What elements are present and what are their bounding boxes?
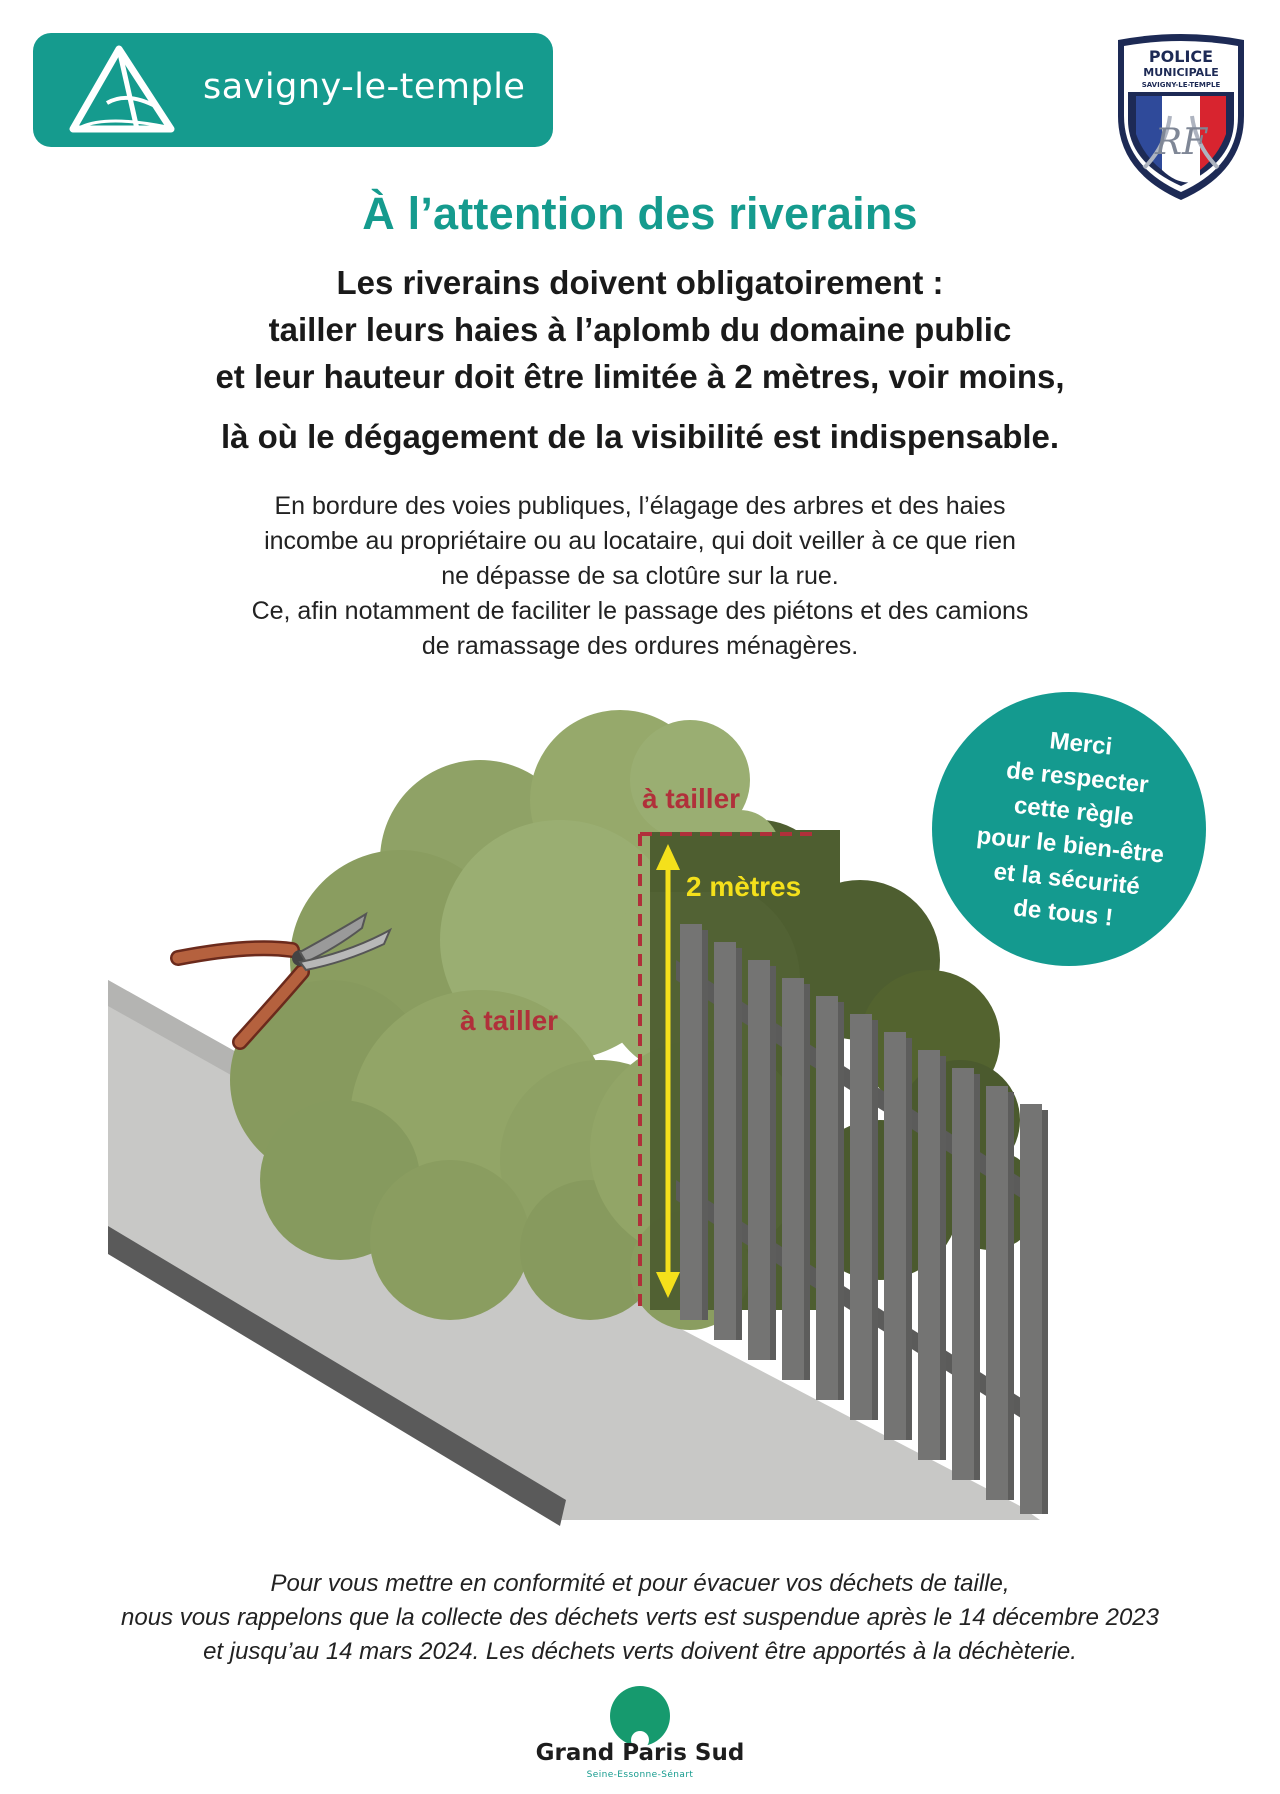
page-title: À l’attention des riverains	[362, 188, 918, 239]
badge-line3: SAVIGNY-LE-TEMPLE	[1141, 81, 1221, 89]
city-name: savigny-le-temple	[203, 67, 526, 107]
footer-note-line-1: Pour vous mettre en conformité et pour évacuer vos déchets de taille,	[270, 1570, 1010, 1597]
lead-line-1: Les riverains doivent obligatoirement :	[336, 264, 944, 301]
body-line-3: ne dépasse de sa clotûre sur la rue.	[441, 562, 839, 590]
lead-line-4: là où le dégagement de la visibilité est indispensable.	[220, 418, 1060, 455]
height-label: 2 mètres	[686, 871, 802, 902]
city-logo	[33, 33, 553, 147]
merci-line-6: de tous !	[1012, 894, 1115, 932]
footer-note-line-3: et jusqu’au 14 mars 2024. Les déchets verts doivent être apportés à la déchèterie.	[203, 1638, 1077, 1665]
merci-line-4: pour le bien-être	[975, 822, 1166, 869]
merci-line-5: et la sécurité	[992, 858, 1142, 901]
body-line-1: En bordure des voies publiques, l’élagage des arbres et des haies	[274, 492, 1006, 520]
badge-line1: POLICE	[1148, 47, 1214, 66]
badge-monogram: RF	[1154, 122, 1208, 163]
lead-line-2: tailler leurs haies à l’aplomb du domaine public	[268, 311, 1012, 348]
badge-line2: MUNICIPALE	[1143, 66, 1219, 79]
lead-line-3: et leur hauteur doit être limitée à 2 mètres, voir moins,	[215, 358, 1065, 395]
footer-note-line-2: nous vous rappelons que la collecte des déchets verts est suspendue après le 14 décembre 2023	[121, 1604, 1159, 1631]
merci-badge	[932, 692, 1206, 966]
body-line-5: de ramassage des ordures ménagères.	[421, 632, 859, 660]
body-line-2: incombe au propriétaire ou au locataire, qui doit veiller à ce que rien	[264, 527, 1016, 555]
cut-label-top: à tailler	[642, 783, 741, 814]
merci-line-3: cette règle	[1012, 791, 1135, 832]
partner-name: Grand Paris Sud	[535, 1740, 745, 1766]
partner-subtitle: Seine-Essonne-Sénart	[586, 1770, 694, 1780]
city-logo-mark-icon	[67, 43, 185, 137]
police-municipale-badge	[1110, 30, 1252, 204]
merci-line-1: Merci	[1048, 727, 1114, 761]
body-line-4: Ce, afin notamment de faciliter le passage des piétons et des camions	[251, 597, 1029, 625]
cut-label-side: à tailler	[460, 1005, 559, 1036]
merci-line-2: de respecter	[1004, 756, 1150, 799]
